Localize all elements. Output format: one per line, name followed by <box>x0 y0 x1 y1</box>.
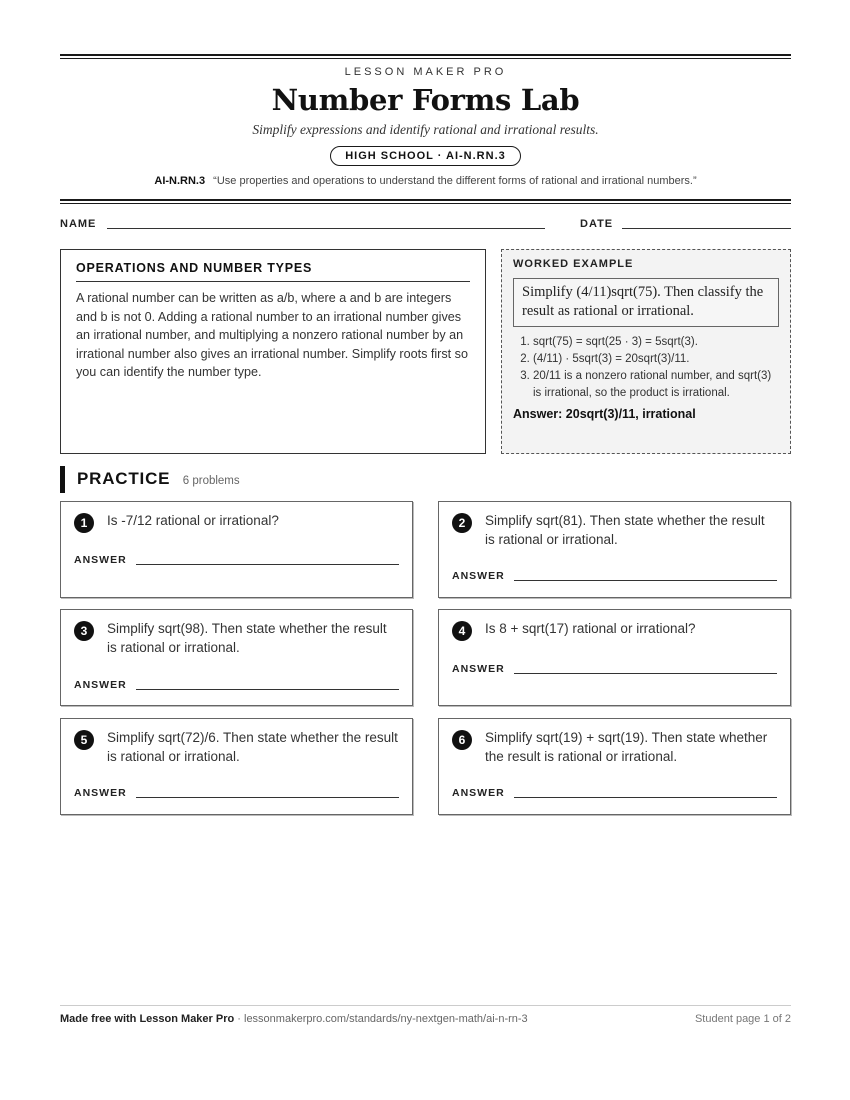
page-title: Number Forms Lab <box>271 83 580 117</box>
worked-step: 3. 20/11 is a nonzero rational number, and sqrt(3) is irrational, so the product is irrational. <box>533 368 779 402</box>
answer-row <box>452 663 777 677</box>
problem-card-5 <box>60 718 413 815</box>
answer-row <box>452 787 777 801</box>
answer-label: ANSWER <box>452 663 505 675</box>
answer-row <box>74 554 399 568</box>
worked-example-box <box>501 249 791 454</box>
answer-label: ANSWER <box>452 570 505 582</box>
problem-card-4 <box>438 609 791 706</box>
answer-line[interactable] <box>514 673 777 674</box>
problem-card-6 <box>438 718 791 815</box>
standard-text: “Use properties and operations to understand the different forms of rational and irrational numbers.” <box>213 175 697 187</box>
worked-example-steps <box>513 334 779 402</box>
problem-number-badge: 3 <box>74 621 94 641</box>
footer-divider <box>60 1005 791 1006</box>
answer-row <box>74 787 399 801</box>
concept-box <box>60 249 486 454</box>
concept-body: A rational number can be written as a/b, where a and b are integers and b is not 0. Adding a rational number to an irrational number gives an irrational number, and multiplying a nonzero rational number by an irrational number also gives an irrational number. Simplify roots first so you can identify the number type. <box>76 291 468 379</box>
problem-number-badge: 2 <box>452 513 472 533</box>
answer-label: ANSWER <box>74 554 127 566</box>
practice-heading <box>60 466 240 493</box>
level-badge: HIGH SCHOOL · AI-N.RN.3 <box>330 146 521 166</box>
answer-line[interactable] <box>136 689 399 690</box>
problem-number-badge: 5 <box>74 730 94 750</box>
concept-heading: OPERATIONS AND NUMBER TYPES <box>76 261 470 282</box>
footer-url[interactable]: · lessonmakerpro.com/standards/ny-nextgen-math/ai-n-rn-3 <box>234 1013 528 1025</box>
date-label: DATE <box>580 218 614 230</box>
page-subtitle: Simplify expressions and identify rational and irrational results. <box>252 122 599 137</box>
problem-number-badge: 1 <box>74 513 94 533</box>
problem-number-badge: 6 <box>452 730 472 750</box>
header-bottom-rule <box>60 199 791 204</box>
problem-text: Simplify sqrt(81). Then state whether the result is rational or irrational. <box>485 513 765 547</box>
problem-text: Is -7/12 rational or irrational? <box>107 513 279 528</box>
footer-made-with: Made free with Lesson Maker Pro <box>60 1013 235 1025</box>
answer-line[interactable] <box>514 580 777 581</box>
answer-label: ANSWER <box>74 787 127 799</box>
answer-label: ANSWER <box>74 679 127 691</box>
date-field-line[interactable] <box>622 228 791 229</box>
level-badge-wrap <box>60 146 791 166</box>
answer-row <box>74 679 399 693</box>
problem-number-badge: 4 <box>452 621 472 641</box>
standard-code: AI-N.RN.3 <box>154 175 206 187</box>
problem-card-3 <box>60 609 413 706</box>
worked-example-answer: Answer: 20sqrt(3)/11, irrational <box>513 407 696 421</box>
problem-card-2 <box>438 501 791 598</box>
worksheet-page <box>60 0 791 1100</box>
worked-step: 1. sqrt(75) = sqrt(25 · 3) = 5sqrt(3). <box>533 334 779 351</box>
name-label: NAME <box>60 218 97 230</box>
problem-text: Is 8 + sqrt(17) rational or irrational? <box>485 621 696 636</box>
answer-line[interactable] <box>136 564 399 565</box>
problem-text: Simplify sqrt(72)/6. Then state whether the result is rational or irrational. <box>107 730 398 764</box>
answer-line[interactable] <box>136 797 399 798</box>
problem-text: Simplify sqrt(19) + sqrt(19). Then state whether the result is rational or irrational. <box>485 730 768 764</box>
brand-name: LESSON MAKER PRO <box>344 66 507 78</box>
footer-credit <box>60 1013 528 1025</box>
practice-title: PRACTICE <box>77 469 171 488</box>
practice-count: 6 problems <box>182 475 240 487</box>
header-top-rule <box>60 54 791 59</box>
worked-example-heading: WORKED EXAMPLE <box>513 258 634 270</box>
name-field-line[interactable] <box>107 228 545 229</box>
answer-line[interactable] <box>514 797 777 798</box>
worked-example-problem: Simplify (4/11)sqrt(75). Then classify the result as rational or irrational. <box>513 278 779 327</box>
answer-row <box>452 570 777 584</box>
standard-line <box>60 175 791 187</box>
problem-card-1 <box>60 501 413 598</box>
answer-label: ANSWER <box>452 787 505 799</box>
footer-page-number: Student page 1 of 2 <box>694 1013 791 1025</box>
student-info-row <box>60 218 791 232</box>
problem-text: Simplify sqrt(98). Then state whether the result is rational or irrational. <box>107 621 387 655</box>
worked-step: 2. (4/11) · 5sqrt(3) = 20sqrt(3)/11. <box>533 351 779 368</box>
